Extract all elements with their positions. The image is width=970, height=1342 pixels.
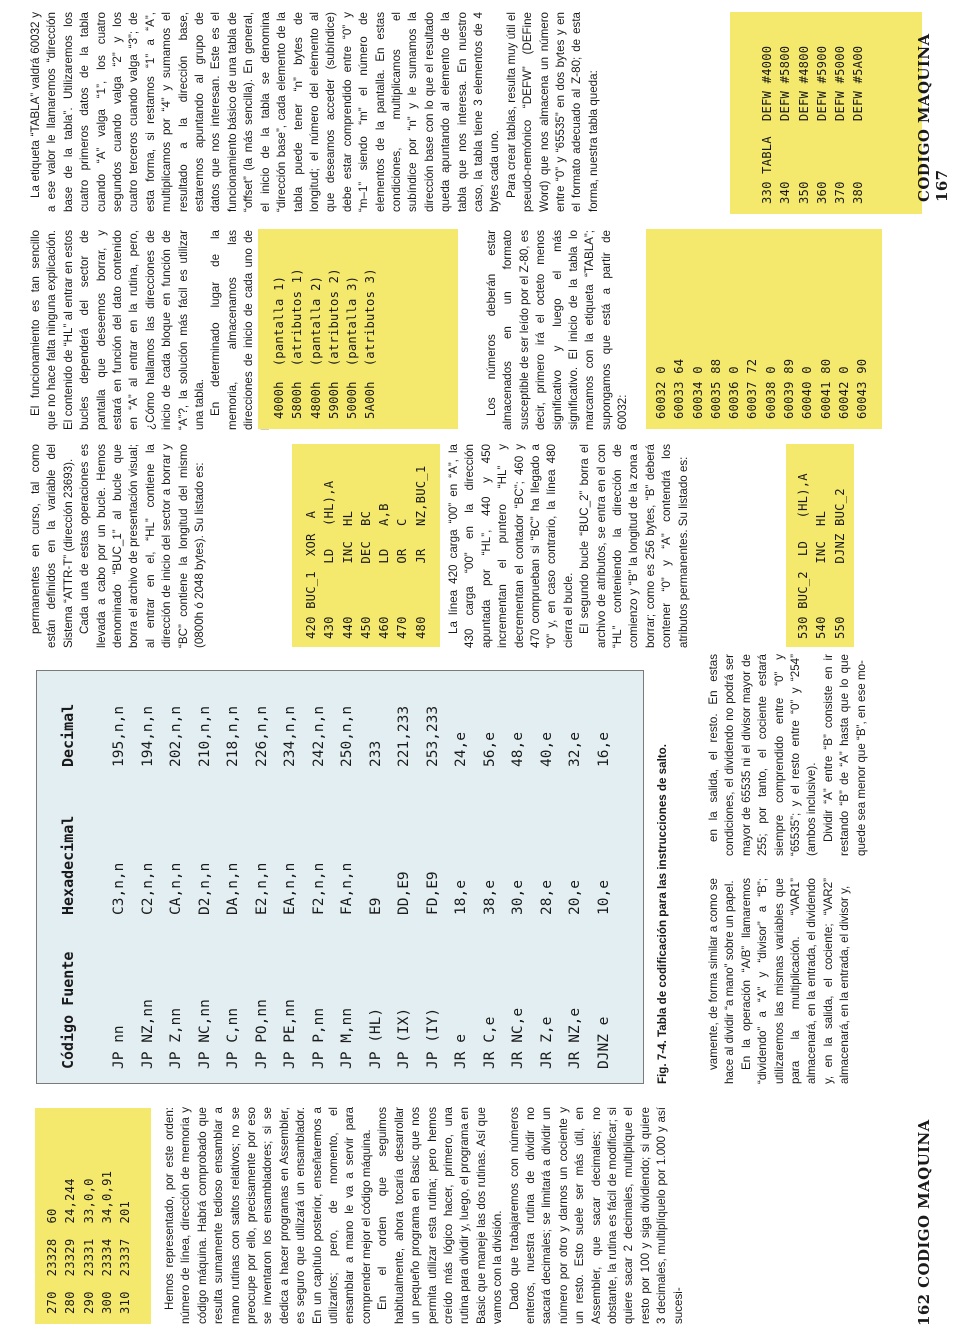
jump-instruction-table: [36, 670, 644, 1084]
cell-dec: 250,n,n: [339, 705, 355, 767]
listing-line: 300 23334 34,0,91: [99, 1170, 114, 1314]
cell-hex: E2,n,n: [253, 862, 270, 915]
listing-line: 5900h (atributos 2): [326, 268, 341, 419]
table-row: [425, 671, 448, 1083]
listing-line: 60040 0: [800, 366, 815, 419]
listing-line: 310 23337 201: [118, 1200, 133, 1314]
listing-line: 4800h (pantalla 2): [308, 275, 323, 419]
cell-dec: 202,n,n: [168, 705, 184, 767]
table-row: [567, 671, 590, 1083]
listing-lines: [652, 239, 872, 419]
cell-dec: 40,e: [538, 732, 555, 767]
listing-line: 330 TABLA DEFW #4000: [760, 45, 774, 204]
listing-line: 450 DEC BC: [358, 510, 373, 639]
right-text-col1a: [28, 444, 208, 648]
listing-line: 5800h (atributos 1): [290, 268, 305, 419]
table-row: [254, 671, 277, 1083]
listing-line: 550 DJNZ BUC_2: [832, 488, 847, 639]
cell-source: JR NC,e: [510, 1007, 526, 1069]
left-footer: [915, 1119, 933, 1326]
paragraph: en la salida, el resto. En estas condiciones, el dividendo no podrá ser mayor de 65535 ni el divisor mayor de 255; por tanto, el cociente estará siempre comprendido entre “0” y “65535”; y el resto entre “0” y “254” (ambos inclusive).: [707, 654, 819, 856]
listing-line: 340 DEFW #5800: [778, 45, 793, 204]
table-header-hex: Hexadecimal: [59, 815, 77, 915]
paragraph: En el orden que seguimos habitualmente, ahora tocaría desarrollar un pequeño programa en Basic que nos permita utilizar esta rutina; pero hemos creído más lógico hacer, primero, una rutina para dividir y, luego, el programa en Basic que maneje las dos rutinas. Así que vamos con la división.: [376, 1107, 505, 1324]
table-row: [339, 671, 362, 1083]
cell-source: JP PO,nn: [253, 999, 270, 1069]
paragraph: Para crear tablas, resulta muy útil el pseudo-nemónico “DEFW” (DEFine Word) que nos almacena un número entre “0” y “65535” en dos bytes y en el formato adecuado al Z-80; de esta forma, nuestra tabla queda:: [504, 12, 600, 212]
cell-hex: FA,n,n: [339, 862, 355, 915]
listing-line: 60038 0: [763, 366, 778, 419]
paragraph: Cada una de estas operaciones es llevada a cabo por un bucle. Hemos denominado “BUC_1” al bucle que borra el archivo de presentación visual; al entrar en el, “HL” contiene la dirección de inicio del sector a borrar y “BC” contiene la longitud del mismo (0800h ó 2048 bytes). Su listado es:: [78, 444, 207, 648]
listing-lines: [302, 452, 430, 639]
table-row: [539, 671, 562, 1083]
cell-dec: 210,n,n: [196, 705, 213, 767]
listing-line: 60037 72: [745, 358, 760, 419]
listing-line: 440 INC HL: [340, 510, 355, 639]
cell-source: JR Z,e: [538, 1016, 555, 1069]
cell-hex: 38,e: [481, 880, 498, 915]
cell-hex: 28,e: [538, 880, 555, 915]
listing-line: 460 LD A,B: [377, 503, 392, 639]
listing-line: 480 JR NZ,BUC_1: [413, 465, 428, 639]
right-text-col2b: [484, 230, 632, 430]
cell-dec: 48,e: [510, 732, 526, 767]
paragraph: El segundo bucle “BUC_2” borra el archivo de atributos, se entra en el con “HL” conteniendo la dirección de comienzo y “B” la longitud de la zona a borrar; como es 256 bytes, “B” deberá contener “0” y “A” contendrá los atributos permanentes. Su listado es:: [578, 444, 690, 648]
right-footer: [915, 0, 951, 202]
table-row: [311, 671, 334, 1083]
cell-dec: 32,e: [567, 732, 583, 767]
listing-line: 420 BUC_1 XOR A: [304, 510, 318, 639]
paragraph: permanentes en curso, tal como están definidos en la variable del Sistema “ATTR-T” (dirección 23693).: [29, 444, 75, 648]
cell-dec: 234,n,n: [282, 705, 298, 767]
cell-source: JP nn: [111, 1025, 127, 1069]
cell-hex: CA,n,n: [168, 862, 184, 915]
listing-line: 540 INC HL: [814, 510, 829, 639]
table-header-dec: Decimal: [59, 703, 77, 767]
table-row: [111, 671, 134, 1083]
cell-hex: C3,n,n: [111, 862, 127, 915]
paragraph: La etiqueta “TABLA” valdrá 60032 y a ese valor le llamaremos “dirección base de la tabla”. Utilizaremos los cuatro primeros datos de la tabla cuando “A” valga “1”, los cuatro segundos cuando valga “2” y los cuatro terceros cuando valga “3”; de esta forma, si restamos “1” a “A”, multiplicamos por “4” y sumamos el resultado a la dirección base, estaremos apuntando al grupo de datos que nos interesan. Este es el funcionamiento básico de una tabla de “offset” (la más sencilla). En general, el inicio de la tabla se denomina “dirección base”, cada elemento de la tabla puede tener “n” bytes de longitud; el número del elemento al que deseamos acceder (subíndice) debe estar comprendido entre “0” y “m–1” siendo “m” el número de elementos de la pantalla. En estas condiciones, multiplicamos el subíndice por “n” y le sumamos la dirección base con lo que el resultado queda apuntando al elemento de la tabla que nos interesa. En nuestro caso, la tabla tiene 3 elementos de 4 bytes cada uno.: [29, 12, 502, 212]
listing-line: 350 DEFW #4800: [796, 45, 811, 204]
cell-hex: FD,E9: [424, 871, 441, 915]
cell-source: JP C,nn: [225, 1007, 241, 1069]
listing-lines: [794, 452, 849, 639]
listing-bytes: [646, 229, 882, 429]
cell-hex: DD,E9: [396, 871, 412, 915]
table-header-source: Código Fuente: [59, 951, 77, 1069]
cell-source: JP (HL): [367, 1007, 384, 1069]
cell-source: JP M,nn: [339, 1007, 355, 1069]
cell-hex: C2,n,n: [139, 862, 156, 915]
right-text-col2a: [28, 230, 274, 430]
paragraph: Hemos representado, por este orden: número de línea, dirección de memoria y código máquina. Habrá comprobado que resulta sumamente tedioso ensamblar a mano rutinas con saltos relativos; no se preocupe por ello, precisamente por eso se inventaron los ensambladores; si se dedica a hacer programas en Assembler, es seguro que utilizará un ensamblador. En un capítulo posterior, enseñaremos a utilizarlos; pero, de momento, el ensamblar a mano le va a servir para comprender mejor el código máquina.: [163, 1107, 373, 1324]
paragraph: Dado que trabajaremos con números enteros, nuestra rutina de dividir no sacará decimales; se limitará a dividir un número por otro y darnos un cociente y un resto. Esto suele ser más útil, en Assembler, que sacar decimales; no obstante, la rutina es fácil de modificar; si quiere sacar 2 decimales, multiplique el resto por 100 y siga dividiendo; si quiere 3 decimales, multiplíquelo por 1.000 y así sucesi-: [507, 1107, 685, 1324]
table-row: [168, 671, 191, 1083]
listing-line: 60039 89: [782, 358, 797, 419]
listing-line: 60032 0: [654, 366, 668, 419]
listing-lines: [270, 239, 380, 419]
cell-dec: 194,n,n: [139, 705, 156, 767]
cell-hex: 10,e: [595, 880, 612, 915]
running-head-left: CODIGO MAQUINA: [915, 1119, 933, 1288]
left-text-col3: [706, 654, 870, 856]
page-number-right: 167: [933, 169, 951, 202]
cell-hex: DA,n,n: [225, 862, 241, 915]
cell-source: JP Z,nn: [168, 1007, 184, 1069]
listing-line: 270 23328 60: [45, 1208, 59, 1314]
paragraph: Dividir “A” entre “B” consiste en ir restando “B” de “A” hasta que lo que quede sea menor que “B”, en ese mo-: [821, 654, 868, 856]
cell-hex: E9: [367, 897, 384, 915]
paragraph: Los números deberán estar almacenados en un formato susceptible de ser leído por el Z-80, es decir, primero irá el octeto menos significativo y luego el más significativo. El inicio de la tabla lo marcamos con la etiqueta “TABLA”; supongamos que está a partir de 60032:: [485, 230, 630, 430]
listing-lines: [758, 22, 868, 204]
cell-source: JR C,e: [481, 1016, 498, 1069]
table-row: [482, 671, 505, 1083]
listing-line: 370 DEFW #5000: [833, 45, 848, 204]
cell-source: JP NC,nn: [196, 999, 213, 1069]
cell-dec: 56,e: [481, 732, 498, 767]
right-text-col1b: [446, 444, 692, 648]
listing-line: 430 LD (HL),A: [322, 480, 337, 639]
cell-hex: 18,e: [453, 880, 469, 915]
table-row: [140, 671, 163, 1083]
listing-line: 60043 90: [855, 358, 870, 419]
cell-hex: EA,n,n: [282, 862, 298, 915]
table-row: [453, 671, 476, 1083]
cell-source: JP (IX): [396, 1007, 412, 1069]
table-row: [396, 671, 419, 1083]
listing-line: 5A00h (atributos 3): [363, 268, 378, 419]
cell-dec: 242,n,n: [310, 705, 327, 767]
table-row: [225, 671, 248, 1083]
listing-buc2: [786, 444, 854, 647]
cell-hex: F2,n,n: [310, 862, 327, 915]
page-number-left: 162: [915, 1293, 933, 1326]
cell-hex: D2,n,n: [196, 862, 213, 915]
listing-line: 470 OR C: [395, 518, 410, 639]
listing-line: 290 23331 33,0,0: [81, 1178, 96, 1314]
cell-source: JP PE,nn: [282, 999, 298, 1069]
cell-dec: 233: [367, 740, 384, 767]
listing-lines: [43, 1118, 134, 1314]
listing-line: 60033 64: [672, 358, 687, 419]
left-text-col2: [706, 878, 854, 1084]
table-row: [368, 671, 391, 1083]
cell-dec: 16,e: [595, 732, 612, 767]
listing-addresses: [258, 229, 458, 429]
listing-line: 280 23329 24,244: [63, 1178, 78, 1314]
table-row: [596, 671, 619, 1083]
table-row: [510, 671, 533, 1083]
cell-dec: 253,233: [424, 705, 441, 767]
cell-source: JP P,nn: [310, 1007, 327, 1069]
listing-line: 4000h (pantalla 1): [272, 275, 286, 419]
cell-source: JP NZ,nn: [139, 999, 156, 1069]
figure-caption: Fig. 7-4. Tabla de codificación para las instrucciones de salto.: [656, 744, 669, 1084]
listing-line: 60036 0: [727, 366, 742, 419]
listing-line: 60034 0: [690, 366, 705, 419]
paragraph: vamente, de forma similar a como se hace al dividir “a mano” sobre un papel.: [707, 878, 737, 1084]
paragraph: En determinado lugar de la memoria, almacenamos las direcciones de inicio de cada uno de: [209, 230, 256, 430]
cell-dec: 195,n,n: [111, 705, 127, 767]
right-text-col3a: [28, 12, 602, 212]
paragraph: La línea 420 carga “00” en “A”, la 430 carga “00” en la dirección apuntada por “HL”, 440 y 450 incrementan el puntero “HL” y decrementan el contador “BC”; 460 y 470 comprueban si “BC” ha llegado a “0” y, en caso contrario, la línea 480 cierra el bucle.: [447, 444, 575, 648]
listing-line: 380 DEFW #5A00: [851, 45, 866, 204]
listing-line: 5000h (pantalla 3): [345, 275, 360, 419]
paragraph: En la operación “A/B” llamaremos “dividendo” a “A” y “divisor” a “B”; utilizaremos las mismas variables que para la multiplicación. “VAR1” almacenará, en la entrada, el dividendo y, en la salida, el cociente; “VAR2” almacenará, en la entrada, el divisor y,: [739, 878, 852, 1084]
listing-line: 60042 0: [836, 366, 851, 419]
table-row: [197, 671, 220, 1083]
cell-dec: 24,e: [453, 732, 469, 767]
paragraph: El funcionamiento es tan sencillo que no hace falta ninguna explicación. El contenido de “HL” al entrar en estos bucles dependerá del sector de pantalla que deseemos borrar, y estará en función del dato contenido en “A” al entrar en la rutina, pero, ¿Cómo hallamos las direcciones de inicio de cada bloque en función de “A”?, la solución más fácil es utilizar una tabla.: [29, 230, 207, 430]
listing-defw-table: [730, 12, 922, 214]
cell-hex: 30,e: [510, 880, 526, 915]
running-head-right: CODIGO MAQUINA: [915, 33, 933, 202]
cell-dec: 218,n,n: [225, 705, 241, 767]
listing-line: 60041 80: [818, 358, 833, 419]
cell-source: JR NZ,e: [567, 1007, 583, 1069]
table-row: [282, 671, 305, 1083]
listing-line: 530 BUC_2 LD (HL),A: [796, 473, 810, 639]
cell-dec: 226,n,n: [253, 705, 270, 767]
listing-line: 360 DEFW #5900: [814, 45, 829, 204]
cell-source: JP (IY): [424, 1007, 441, 1069]
cell-source: JR e: [453, 1034, 469, 1069]
left-text-col1: [162, 1107, 687, 1324]
cell-dec: 221,233: [396, 705, 412, 767]
cell-source: DJNZ e: [595, 1016, 612, 1069]
listing-top-left: [35, 1108, 151, 1324]
listing-line: 60035 88: [708, 358, 723, 419]
listing-buc1: [292, 444, 440, 647]
cell-hex: 20,e: [567, 880, 583, 915]
